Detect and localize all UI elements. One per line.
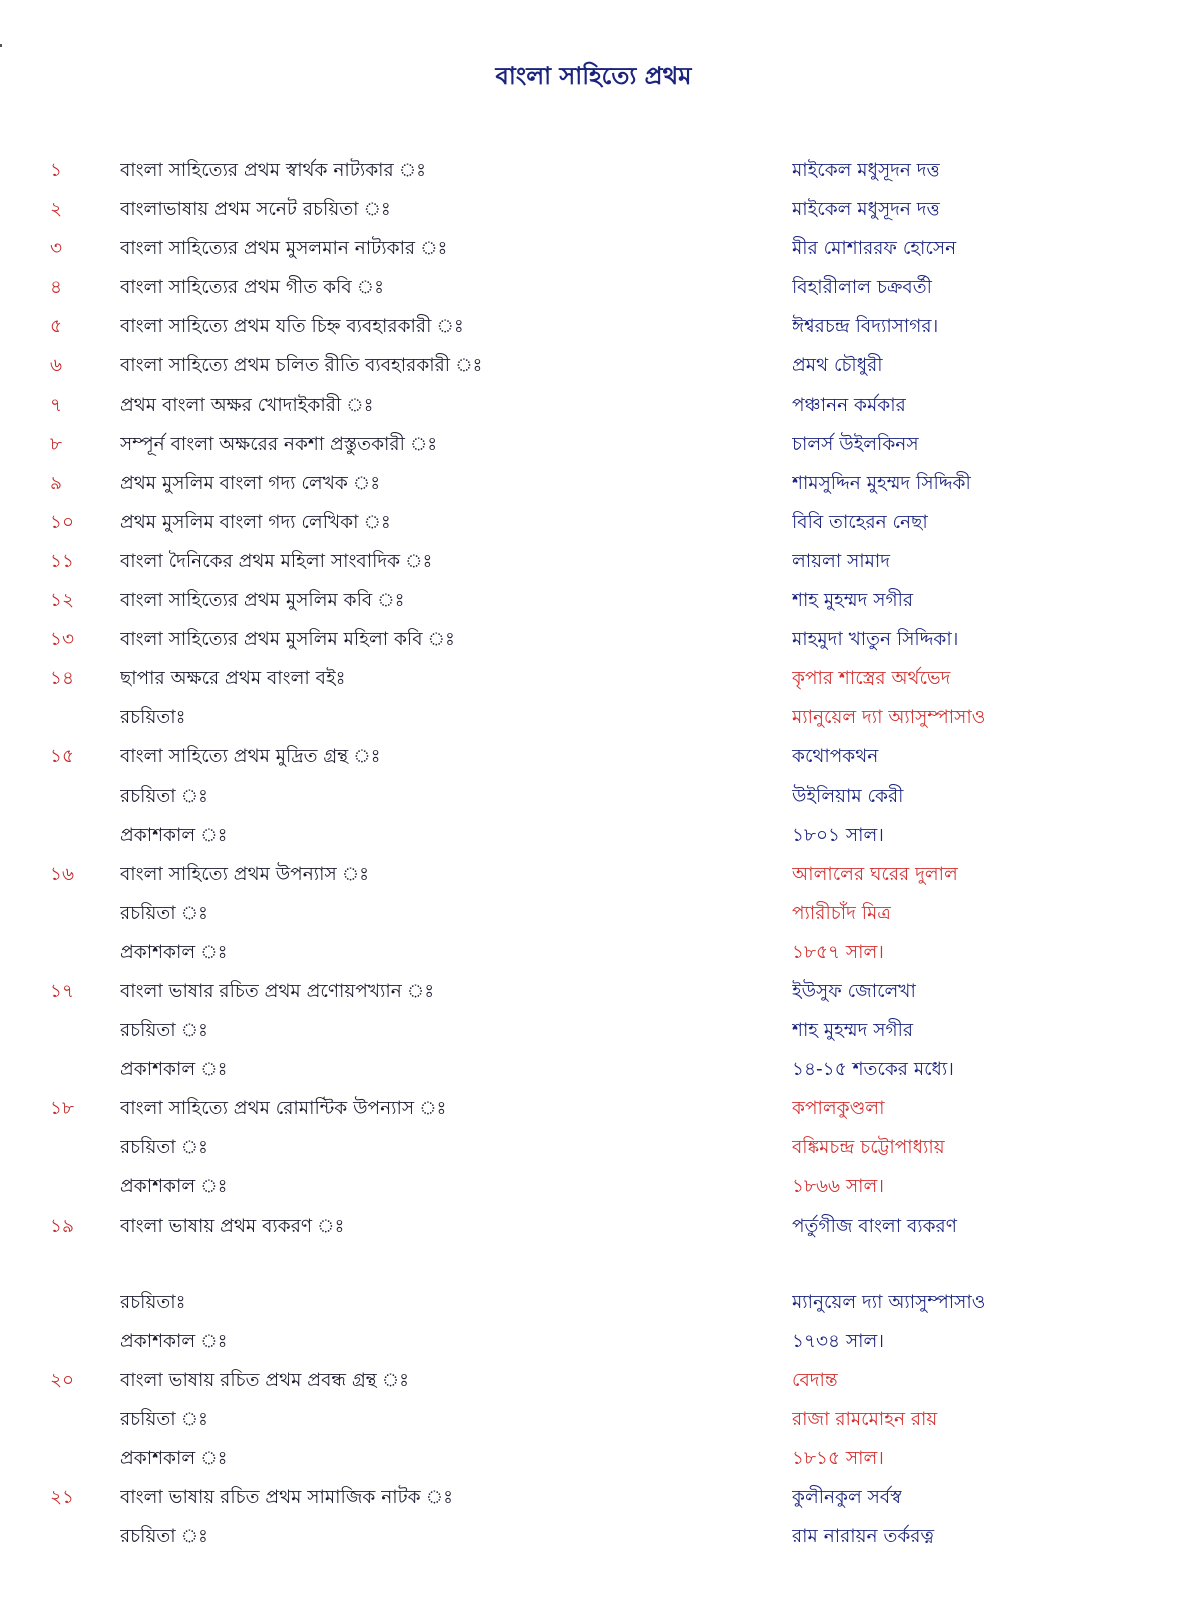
item-question: ছাপার অক্ষরে প্রথম বাংলা বইঃ — [120, 668, 346, 690]
item-question: বাংলা সাহিত্যের প্রথম মুসলিম কবি ঃ — [120, 590, 405, 612]
list-item — [0, 1166, 1187, 1205]
list-item — [0, 502, 1187, 541]
item-question: প্রকাশকাল ঃ — [120, 1330, 228, 1352]
list-item — [0, 424, 1187, 463]
item-question: রচয়িতা ঃ — [120, 902, 208, 924]
item-number: ৮ — [50, 433, 63, 455]
page-corner-mark — [0, 44, 2, 47]
list-item — [0, 1360, 1187, 1399]
item-answer: কথোপকথন — [792, 746, 879, 768]
item-question: বাংলা সাহিত্যে প্রথম চলিত রীতি ব্যবহারকারী ঃ — [120, 355, 483, 377]
list-item — [0, 345, 1187, 384]
page-title: বাংলা সাহিত্যে প্রথম — [495, 61, 692, 90]
item-answer: রাম নারায়ন তর্করত্ন — [792, 1526, 935, 1548]
item-answer: রাজা রামমোহন রায় — [792, 1408, 938, 1430]
list-item — [0, 1399, 1187, 1438]
item-answer: ১৮৬৬ সাল। — [792, 1176, 884, 1198]
item-question: বাংলাভাষায় প্রথম সনেট রচয়িতা ঃ — [120, 199, 391, 221]
item-number: ১৪ — [50, 668, 75, 690]
item-answer: মীর মোশাররফ হোসেন — [792, 238, 957, 260]
item-answer: শামসুদ্দিন মুহম্মদ সিদ্দিকী — [792, 472, 971, 494]
item-answer: শাহ মুহম্মদ সগীর — [792, 1020, 914, 1042]
list-item — [0, 619, 1187, 658]
list-item — [0, 1206, 1187, 1245]
item-answer: প্যারীচাঁদ মিত্র — [792, 902, 891, 924]
item-number: ১৮ — [50, 1098, 75, 1120]
item-question: প্রথম মুসলিম বাংলা গদ্য লেখক ঃ — [120, 472, 381, 494]
item-answer: ১৮০১ সাল। — [792, 824, 884, 846]
item-question: বাংলা ভাষায় প্রথম ব্যকরণ ঃ — [120, 1215, 345, 1237]
item-answer: লায়লা সামাদ — [792, 550, 891, 572]
list-item — [0, 1477, 1187, 1516]
item-question: বাংলা সাহিত্যে প্রথম যতি চিহ্ন ব্যবহারকারী ঃ — [120, 316, 464, 338]
item-number: ১০ — [50, 511, 75, 533]
item-answer: ম্যানুয়েল দ্যা অ্যাসুম্পাসাও — [792, 707, 986, 729]
item-answer: শাহ মুহম্মদ সগীর — [792, 590, 914, 612]
item-question: রচয়িতা ঃ — [120, 1408, 208, 1430]
item-number: ২১ — [50, 1487, 75, 1509]
item-number: ৪ — [50, 277, 63, 299]
item-question: প্রকাশকাল ঃ — [120, 1059, 228, 1081]
item-answer: প্রমথ চৌধুরী — [792, 355, 883, 377]
item-question: রচয়িতা ঃ — [120, 1526, 208, 1548]
item-answer: বঙ্কিমচন্দ্র চট্টোপাধ্যায় — [792, 1137, 945, 1159]
item-question: রচয়িতাঃ — [120, 1291, 186, 1313]
list-item — [0, 1127, 1187, 1166]
item-question: বাংলা সাহিত্যের প্রথম গীত কবি ঃ — [120, 277, 384, 299]
list-item — [0, 697, 1187, 736]
list-item — [0, 306, 1187, 345]
item-answer: ম্যানুয়েল দ্যা অ্যাসুম্পাসাও — [792, 1291, 986, 1313]
item-number: ১৯ — [50, 1215, 75, 1237]
list-item — [0, 658, 1187, 697]
list-item — [0, 932, 1187, 971]
item-question: বাংলা সাহিত্যে প্রথম উপন্যাস ঃ — [120, 863, 370, 885]
item-answer: ইউসুফ জোলেখা — [792, 980, 916, 1002]
item-answer: ১৮৫৭ সাল। — [792, 941, 884, 963]
item-question: বাংলা দৈনিকের প্রথম মহিলা সাংবাদিক ঃ — [120, 550, 433, 572]
item-answer: পর্তুগীজ বাংলা ব্যকরণ — [792, 1215, 957, 1237]
item-answer: ১৭৩৪ সাল। — [792, 1330, 884, 1352]
list-item — [0, 1088, 1187, 1127]
list-item — [0, 541, 1187, 580]
item-number: ১ — [50, 160, 63, 181]
item-question: রচয়িতা ঃ — [120, 1137, 208, 1159]
list-item — [0, 463, 1187, 502]
item-question: বাংলা ভাষার রচিত প্রথম প্রণোয়পখ্যান ঃ — [120, 980, 435, 1002]
item-question: বাংলা সাহিত্যে প্রথম মুদ্রিত গ্রন্থ ঃ — [120, 746, 381, 768]
list-item — [0, 150, 1187, 189]
item-question: প্রথম মুসলিম বাংলা গদ্য লেখিকা ঃ — [120, 511, 391, 533]
item-answer: ১৮১৫ সাল। — [792, 1448, 884, 1469]
list-item — [0, 815, 1187, 854]
item-number: ৫ — [50, 316, 63, 338]
list-item — [0, 1516, 1187, 1555]
item-question: রচয়িতা ঃ — [120, 785, 208, 807]
item-question: বাংলা সাহিত্যের প্রথম স্বার্থক নাট্যকার ঃ — [120, 160, 427, 181]
item-answer: মাইকেল মধুসূদন দত্ত — [792, 160, 940, 181]
list-item — [0, 1282, 1187, 1321]
list-item — [0, 580, 1187, 619]
item-number: ১২ — [50, 590, 75, 612]
item-question: বাংলা ভাষায় রচিত প্রথম সামাজিক নাটক ঃ — [120, 1487, 453, 1509]
item-question: বাংলা সাহিত্যে প্রথম রোমান্টিক উপন্যাস ঃ — [120, 1098, 447, 1120]
item-answer: মাইকেল মধুসূদন দত্ত — [792, 199, 940, 221]
item-answer: কৃপার শাস্ত্রের অর্থভেদ — [792, 668, 951, 690]
list-item — [0, 228, 1187, 267]
list-item — [0, 385, 1187, 424]
entries-list — [0, 150, 1187, 1555]
list-item — [0, 1438, 1187, 1477]
list-item — [0, 189, 1187, 228]
item-question: বাংলা সাহিত্যের প্রথম মুসলিম মহিলা কবি ঃ — [120, 629, 455, 651]
item-answer: পঞ্চানন কর্মকার — [792, 394, 906, 416]
item-question: বাংলা ভাষায় রচিত প্রথম প্রবন্ধ গ্রন্থ ঃ — [120, 1369, 410, 1391]
list-item — [0, 1321, 1187, 1360]
item-answer: চালর্স উইলকিনস — [792, 433, 919, 455]
item-number: ৭ — [50, 394, 63, 416]
list-item — [0, 971, 1187, 1010]
item-question: সম্পূর্ন বাংলা অক্ষরের নকশা প্রস্তুতকারী ঃ — [120, 433, 438, 455]
item-answer: উইলিয়াম কেরী — [792, 785, 904, 807]
list-item — [0, 854, 1187, 893]
spacer-row — [0, 1245, 1187, 1282]
item-question: রচয়িতাঃ — [120, 707, 186, 729]
item-answer: মাহমুদা খাতুন সিদ্দিকা। — [792, 629, 959, 651]
item-answer: বিবি তাহেরন নেছা — [792, 511, 928, 533]
item-answer: বিহারীলাল চক্রবর্তী — [792, 277, 932, 299]
list-item — [0, 893, 1187, 932]
item-number: ৯ — [50, 472, 63, 494]
list-item — [0, 736, 1187, 775]
item-answer: আলালের ঘরের দুলাল — [792, 863, 958, 885]
item-question: প্রকাশকাল ঃ — [120, 824, 228, 846]
item-number: ১৭ — [50, 980, 75, 1002]
item-question: রচয়িতা ঃ — [120, 1020, 208, 1042]
item-number: ৬ — [50, 355, 63, 377]
item-question: প্রথম বাংলা অক্ষর খোদাইকারী ঃ — [120, 394, 374, 416]
item-number: ১৩ — [50, 629, 75, 651]
item-answer: ঈশ্বরচন্দ্র বিদ্যাসাগর। — [792, 316, 939, 338]
item-number: ২ — [50, 199, 63, 221]
item-number: ১১ — [50, 550, 75, 572]
item-question: প্রকাশকাল ঃ — [120, 941, 228, 963]
list-item — [0, 1010, 1187, 1049]
item-question: প্রকাশকাল ঃ — [120, 1448, 228, 1469]
item-number: ৩ — [50, 238, 63, 260]
item-answer: ১৪-১৫ শতকের মধ্যে। — [792, 1059, 954, 1081]
item-answer: বেদান্ত — [792, 1369, 838, 1391]
item-answer: কপালকুণ্ডলা — [792, 1098, 885, 1120]
item-number: ১৫ — [50, 746, 75, 768]
item-question: প্রকাশকাল ঃ — [120, 1176, 228, 1198]
list-item — [0, 267, 1187, 306]
item-number: ১৬ — [50, 863, 75, 885]
list-item — [0, 776, 1187, 815]
item-number: ২০ — [50, 1369, 75, 1391]
item-question: বাংলা সাহিত্যের প্রথম মুসলমান নাট্যকার ঃ — [120, 238, 448, 260]
list-item — [0, 1049, 1187, 1088]
item-answer: কুলীনকুল সর্বস্ব — [792, 1487, 902, 1509]
